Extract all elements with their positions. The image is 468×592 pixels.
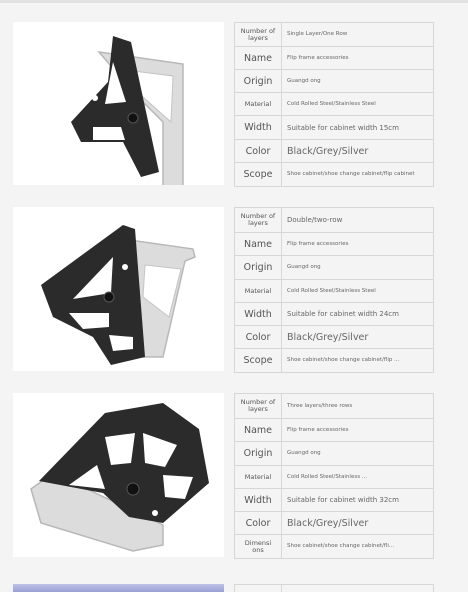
spec-label: Origin — [235, 442, 282, 466]
spec-row — [235, 419, 434, 442]
spec-label: Color — [235, 512, 282, 535]
spec-value: Guangd ong — [282, 442, 434, 466]
product-photo-double-layer — [13, 207, 224, 371]
spec-row — [235, 394, 434, 419]
spec-row — [235, 208, 434, 233]
spec-value: Shoe cabinet/shoe change cabinet/fli... — [282, 535, 434, 559]
product-photo-partial — [13, 584, 224, 592]
spec-label: Name — [235, 419, 282, 442]
spec-label: Material — [235, 466, 282, 489]
spec-value: Shoe cabinet/shoe change cabinet/flip ... — [282, 349, 434, 373]
spec-label: Color — [235, 140, 282, 163]
spec-label: Width — [235, 489, 282, 512]
product-photo-three-layer — [13, 393, 224, 557]
spec-label: Origin — [235, 256, 282, 280]
spec-value: Double/two-row — [282, 208, 434, 233]
spec-row — [235, 47, 434, 70]
flip-frame-hinge-icon — [13, 393, 224, 557]
spec-label: Number of layers — [235, 394, 282, 419]
spec-row — [235, 70, 434, 93]
flip-frame-hinge-icon — [13, 207, 224, 371]
spec-value: Suitable for cabinet width 32cm — [282, 489, 434, 512]
spec-row — [235, 116, 434, 140]
spec-value: Cold Rolled Steel/Stainless Steel — [282, 280, 434, 303]
spec-row — [235, 349, 434, 373]
spec-value: Flip frame accessories — [282, 419, 434, 442]
spec-row — [235, 23, 434, 47]
spec-row — [235, 280, 434, 303]
spec-label: Color — [235, 326, 282, 349]
spec-row — [235, 256, 434, 280]
spec-label: Scope — [235, 349, 282, 373]
spec-label: Width — [235, 116, 282, 140]
spec-value: Flip frame accessories — [282, 233, 434, 256]
spec-value: Single Layer/One Row — [282, 23, 434, 47]
spec-row — [235, 233, 434, 256]
spec-row — [235, 93, 434, 116]
spec-label: Scope — [235, 163, 282, 187]
spec-value: Suitable for cabinet width 24cm — [282, 303, 434, 326]
spec-value: Guangd ong — [282, 256, 434, 280]
spec-value: Three layers/three rows — [282, 394, 434, 419]
spec-value: Black/Grey/Silver — [282, 326, 434, 349]
spec-label: Name — [235, 233, 282, 256]
spec-value: Cold Rolled Steel/Stainless ... — [282, 466, 434, 489]
spec-label: Number of layers — [235, 208, 282, 233]
spec-row — [235, 163, 434, 187]
spec-row — [235, 512, 434, 535]
spec-row — [235, 326, 434, 349]
top-divider — [0, 0, 468, 3]
spec-row — [235, 535, 434, 559]
spec-value: Suitable for cabinet width 15cm — [282, 116, 434, 140]
spec-table-three-layer — [234, 393, 434, 559]
spec-row — [235, 442, 434, 466]
flip-frame-hinge-icon — [13, 22, 224, 185]
spec-value: Shoe cabinet/shoe change cabinet/flip cabinet — [282, 163, 434, 187]
spec-row — [235, 489, 434, 512]
spec-table-partial — [234, 584, 434, 592]
spec-label: Width — [235, 303, 282, 326]
spec-value: Guangd ong — [282, 70, 434, 93]
spec-row — [235, 466, 434, 489]
product-photo-single-layer — [13, 22, 224, 185]
spec-row — [235, 140, 434, 163]
spec-label: Origin — [235, 70, 282, 93]
spec-value: Black/Grey/Silver — [282, 140, 434, 163]
spec-table-single-layer — [234, 22, 434, 187]
spec-label: Material — [235, 93, 282, 116]
spec-label: Dimensi ons — [235, 535, 282, 559]
spec-table-double-layer — [234, 207, 434, 373]
spec-row — [235, 303, 434, 326]
spec-value: Flip frame accessories — [282, 47, 434, 70]
spec-label: Material — [235, 280, 282, 303]
spec-label: Name — [235, 47, 282, 70]
spec-value: Black/Grey/Silver — [282, 512, 434, 535]
spec-value: Cold Rolled Steel/Stainless Steel — [282, 93, 434, 116]
spec-label: Number of layers — [235, 23, 282, 47]
